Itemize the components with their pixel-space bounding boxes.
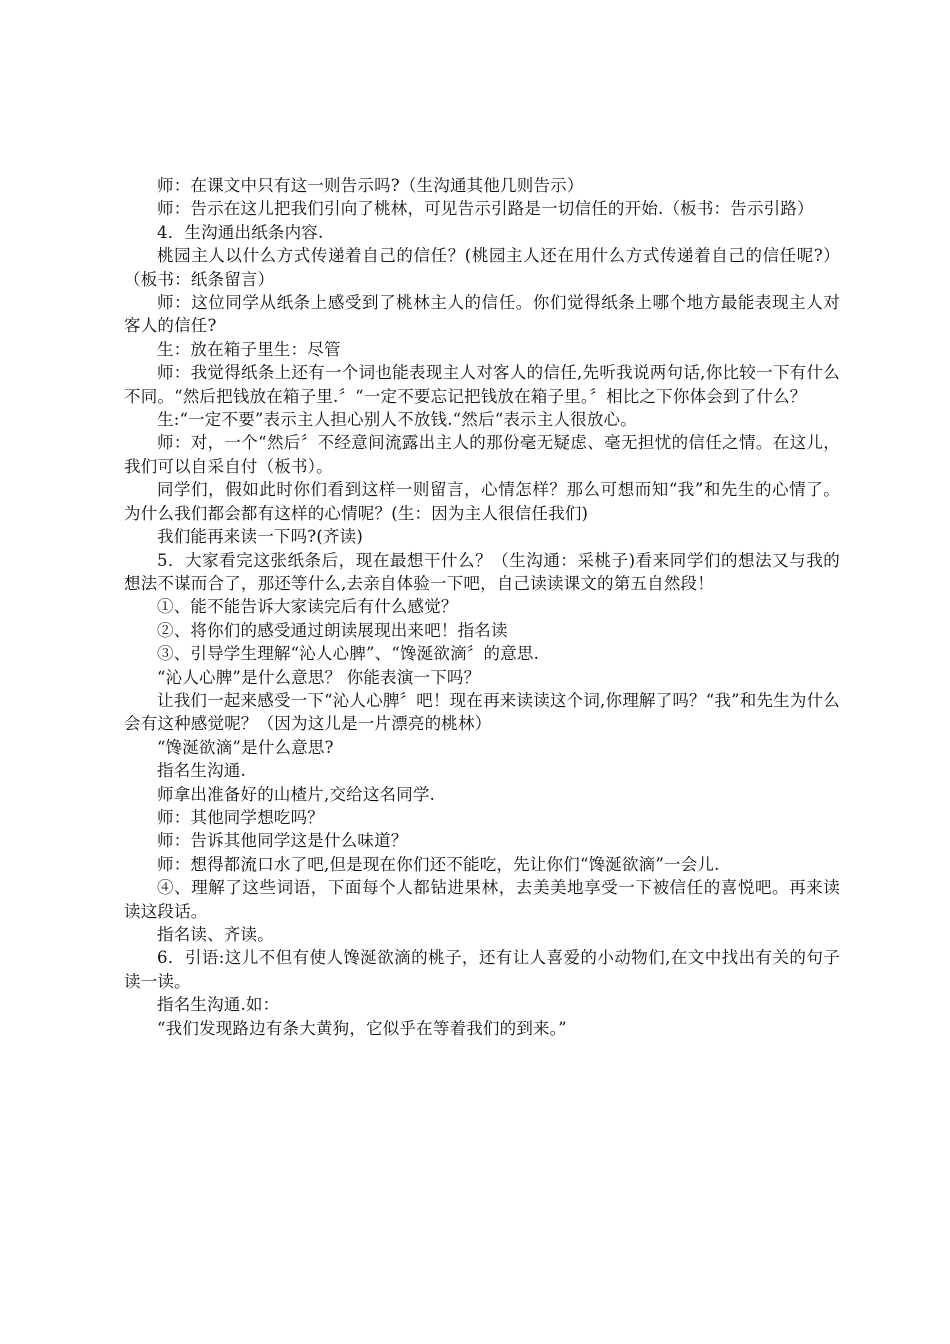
paragraph: 师：在课文中只有这一则告示吗?（生沟通其他几则告示） xyxy=(157,176,584,195)
paragraph: 生:“一定不要”表示主人担心别人不放钱.“然后“表示主人很放心。 xyxy=(157,410,637,430)
paragraph: 师：告诉其他同学这是什么味道？ xyxy=(157,831,408,851)
paragraph: “馋涎欲滴”是什么意思? xyxy=(157,737,334,757)
paragraph: 指名读、齐读。 xyxy=(157,925,274,944)
paragraph: 指名生沟通.如： xyxy=(157,995,280,1015)
paragraph: 6．引语:这儿不但有使人馋涎欲滴的桃子，还有让人喜爱的小动物们,在文中找出有关的句子读一读。 xyxy=(124,948,840,991)
paragraph: 师：对，一个“然后〞不经意间流露出主人的那份毫无疑虑、毫无担忧的信任之情。在这儿，我们可以自采自付（板书）。 xyxy=(124,433,840,476)
paragraph: 我们能再来读一下吗?(齐读) xyxy=(157,527,364,547)
paragraph: 师拿出准备好的山楂片,交给这名同学. xyxy=(157,784,436,804)
paragraph: 师：我觉得纸条上还有一个词也能表现主人对客人的信任,先听我说两句话,你比较一下有什么不同。“然后把钱放在箱子里.〞“一定不要忘记把钱放在箱子里。〞相比之下你体会到了什么？ xyxy=(124,363,840,406)
paragraph: “沁人心脾”是什么意思？ 你能表演一下吗？ xyxy=(157,667,481,687)
paragraph: 师：告示在这儿把我们引向了桃林，可见告示引路是一切信任的开始.（板书：告示引路） xyxy=(157,199,814,219)
paragraph: ③、引导学生理解“沁人心脾”、“馋涎欲滴〞的意思. xyxy=(157,644,540,664)
paragraph: 桃园主人以什么方式传递着自己的信任？(桃园主人还在用什么方式传递着自己的信任呢?）（板书：纸条留言） xyxy=(124,246,840,289)
paragraph: 指名生沟通. xyxy=(157,761,246,781)
paragraph: 5．大家看完这张纸条后，现在最想干什么？（生沟通：采桃子)看来同学们的想法又与我的想法不谋而合了，那还等什么,去亲自体验一下吧，自己读读课文的第五自然段！ xyxy=(124,550,840,593)
paragraph: 生：放在箱子里生：尽管 xyxy=(157,339,341,359)
document-body xyxy=(124,174,840,1040)
paragraph: 师：这位同学从纸条上感受到了桃林主人的信任。你们觉得纸条上哪个地方最能表现主人对客人的信任? xyxy=(124,293,840,336)
paragraph: ②、将你们的感受通过朗读展现出来吧！指名读 xyxy=(157,620,508,640)
paragraph: ④、理解了这些词语，下面每个人都钻进果林，去美美地享受一下被信任的喜悦吧。再来读读这段话。 xyxy=(124,878,840,921)
paragraph: 师：想得都流口水了吧,但是现在你们还不能吃，先让你们“馋涎欲滴”一会儿. xyxy=(157,854,720,874)
paragraph: 师：其他同学想吃吗？ xyxy=(157,807,324,827)
paragraph: 4．生沟通出纸条内容. xyxy=(157,222,324,242)
paragraph: “我们发现路边有条大黄狗，它似乎在等着我们的到来。” xyxy=(157,1018,567,1038)
paragraph: ①、能不能告诉大家读完后有什么感觉？ xyxy=(157,597,458,617)
paragraph: 让我们一起来感受一下“沁人心脾〞吧！现在再来读读这个词,你理解了吗？“我”和先生为什么会有这种感觉呢？（因为这儿是一片漂亮的桃林） xyxy=(124,690,840,734)
paragraph: 同学们，假如此时你们看到这样一则留言，心情怎样？那么可想而知“我”和先生的心情了。为什么我们都会都有这样的心情呢？(生：因为主人很信任我们) xyxy=(124,480,840,523)
